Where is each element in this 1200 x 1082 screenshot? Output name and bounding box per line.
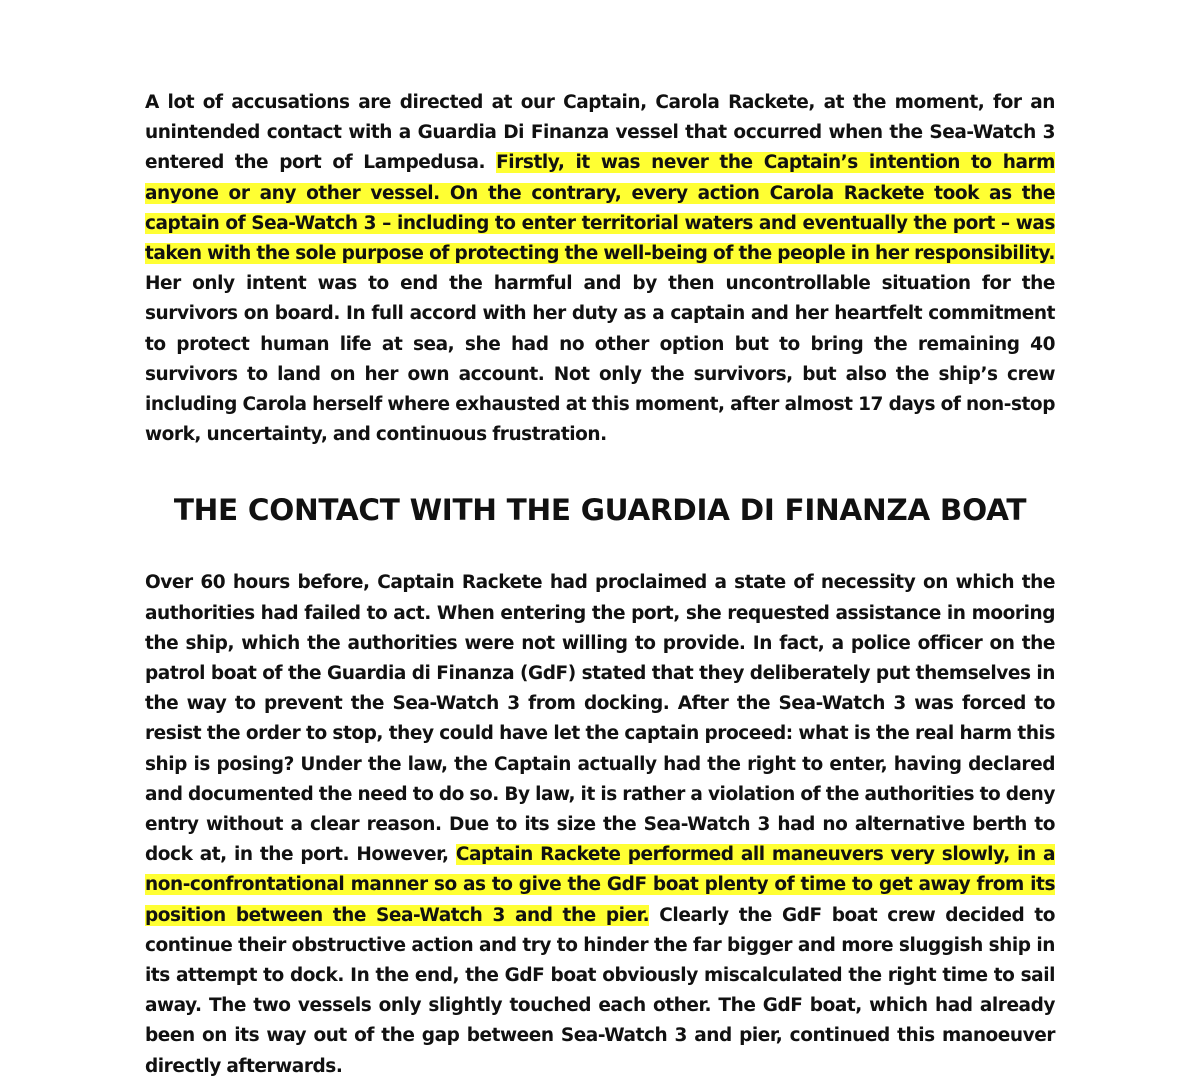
intro-text-start: A lot of accusations are directed at our Captain, Carola Rackete, at the moment, for an unintended contact with a Guardia Di Finanza vessel that occurred when the Sea-Watch 3 entered the port of Lampedusa. [145, 92, 1055, 174]
section-heading: THE CONTACT WITH THE GUARDIA DI FINANZA BOAT [173, 493, 1027, 528]
contact-text-start: Over 60 hours before, Captain Rackete had proclaimed a state of necessity on which the authorities had failed to act. When entering the port, she requested assistance in mooring the ship, which the authorities were not willing to provide. In fact, a police officer on the patrol boat of the Guardia di Finanza (GdF) stated that they deliberately put themselves in the way to prevent the Sea-Watch 3 from docking. After the Sea-Watch 3 was forced to resist the order to stop, they could have let the captain proceed: what is the real harm this ship is posing? Under the law, the Captain actually had the right to enter, having declared and documented the need to do so. By law, it is rather a violation of the authorities to deny entry without a clear reason. Due to its size the Sea-Watch 3 had no alternative berth to dock at, in the port. However, [145, 572, 1055, 866]
intro-text-end: Her only intent was to end the harmful and by then uncontrollable situation for the survivors on board. In full accord with her duty as a captain and her heartfelt commitment to protect human life at sea, she had no other option but to bring the remaining 40 survivors to land on her own account. Not only the survivors, but also the ship’s crew including Carola herself where exhausted at this moment, after almost 17 days of non-stop work, uncertainty, and continuous frustration. [145, 273, 1055, 446]
contact-paragraph [145, 568, 1055, 1081]
contact-text-end: Clearly the GdF boat crew decided to continue their obstructive action and try to hinder the far bigger and more sluggish ship in its attempt to dock. In the end, the GdF boat obviously miscalculated the right time to sail away. The two vessels only slightly touched each other. The GdF boat, which had already been on its way out of the gap between Sea-Watch 3 and pier, continued this manoeuver directly afterwards. [145, 904, 1055, 1077]
intro-highlighted-text: Firstly, it was never the Captain’s intention to harm anyone or any other vessel. On the contrary, every action Carola Rackete took as the captain of Sea-Watch 3 – including to enter territorial waters and eventually the port – was taken with the sole purpose of protecting the well-being of the people in her responsibility. [145, 152, 1055, 265]
contact-highlighted-text: Captain Rackete performed all maneuvers very slowly, in a non-confrontational manner so as to give the GdF boat plenty of time to get away from its position between the Sea-Watch 3 and the pier. [145, 844, 1055, 926]
intro-paragraph [145, 88, 1055, 450]
document-page [145, 88, 1055, 1082]
